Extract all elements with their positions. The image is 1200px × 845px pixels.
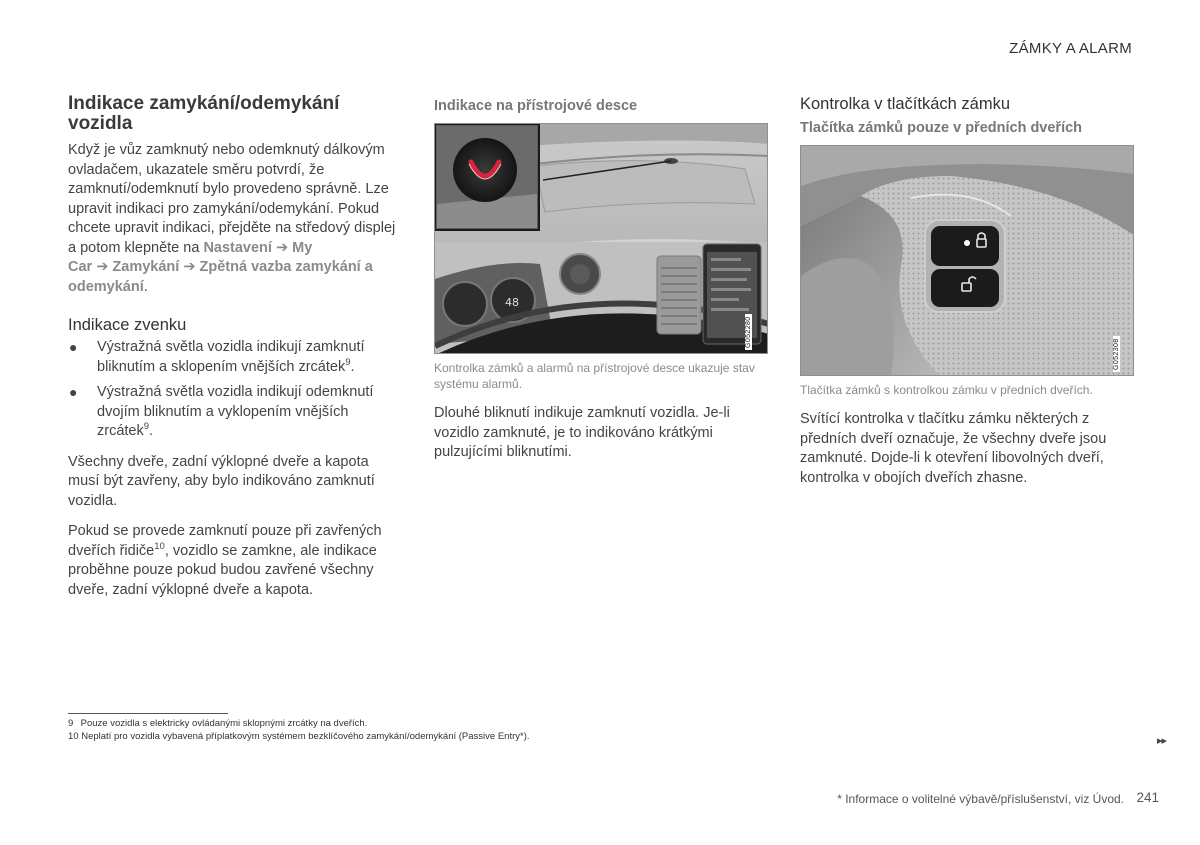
footnote-item xyxy=(68,730,530,743)
arrow-right-icon: ➔ xyxy=(96,259,109,275)
footnotes xyxy=(68,717,530,743)
bullet-icon: ● xyxy=(69,384,78,400)
footnote-ref: 9 xyxy=(143,421,150,433)
bullet-text: Výstražná světla vozidla indikují zamknutí bliknutím a sklopením vnějších zrcátek xyxy=(97,339,365,375)
footer-note: * Informace o volitelné výbavě/příslušenství, viz Úvod. xyxy=(837,792,1124,806)
arrow-right-icon: ➔ xyxy=(183,259,196,275)
door-lock-figure xyxy=(800,145,1134,376)
figure-title-lock-buttons: Tlačítka zámků pouze v předních dveřích xyxy=(800,120,1083,136)
footnote-text: Pouze vozidla s elektricky ovládanými sklopnými zrcátky na dveřích. xyxy=(80,718,368,729)
footnote-text: Neplatí pro vozidla vybavená příplatkovým systémem bezklíčového zamykání/odemykání (Passive Entry*). xyxy=(81,731,530,742)
intro-paragraph xyxy=(68,141,404,297)
figure-caption-dashboard: Kontrolka zámků a alarmů na přístrojové desce ukazuje stav systému alarmů. xyxy=(434,361,755,391)
figure-caption-lock-buttons: Tlačítka zámků s kontrolkou zámku v předních dveřích. xyxy=(800,383,1093,397)
footnote-number: 10 xyxy=(68,731,79,742)
paragraph-driver-door xyxy=(68,522,404,600)
figure-title-dashboard: Indikace na přístrojové desce xyxy=(434,98,638,114)
subsection-title-exterior: Indikace zvenku xyxy=(68,316,187,334)
next-page-icon: ▸▸ xyxy=(1156,735,1166,747)
bullet-list xyxy=(68,338,404,442)
intro-text: Když je vůz zamknutý nebo odemknutý dálkovým ovladačem, ukazatele směru potvrdí, že zamknutí/odemknutí bylo provedeno správně. Lze upravit indikaci pro zamykání/odemykání. Pokud chcete upravit indikaci, přejděte na středový displej a potom klepněte na xyxy=(68,142,396,256)
paragraph-text: , vozidlo se zamkne, ale indikace proběhne pouze pokud budou zavřené všechny dveře, zadní výklopné dveře a kapota. xyxy=(68,542,377,598)
bullet-text: Výstražná světla vozidla indikují odemknutí dvojím bliknutím a vyklopením vnějších zrcátek xyxy=(97,384,374,439)
menu-path-mycar: My Car xyxy=(68,239,313,275)
bullet-icon: ● xyxy=(69,339,78,355)
column-right xyxy=(800,94,1134,488)
dashboard-figure xyxy=(434,123,768,354)
page-title: Indikace zamykání/odemykání vozidla xyxy=(68,93,340,134)
list-item xyxy=(68,383,404,442)
paragraph-text: Pokud se provede zamknutí pouze při zavřených dveřích řidiče xyxy=(68,523,382,559)
speed-readout: 48 xyxy=(505,296,519,309)
figure-code: G052280 xyxy=(745,316,752,348)
page-number: 241 xyxy=(1136,790,1159,805)
menu-path-feedback: Zpětná vazba zamykání a odemykání xyxy=(68,259,373,295)
menu-path-locking: Zamykání xyxy=(112,259,180,275)
list-item xyxy=(68,338,404,377)
footnote-ref: 10 xyxy=(154,540,165,552)
footnote-divider xyxy=(68,713,228,714)
section-title-lock-button: Kontrolka v tlačítkách zámku xyxy=(800,95,1011,113)
footnote-ref: 9 xyxy=(345,356,351,368)
dashboard-illustration xyxy=(435,124,768,354)
paragraph-blink: Dlouhé bliknutí indikuje zamknutí vozidla. Je-li vozidlo zamknuté, je to indikováno krátkými pulzujícími bliknutími. xyxy=(434,405,730,460)
menu-path-end: . xyxy=(143,278,148,295)
footnote-item xyxy=(68,717,530,730)
bullet-end: . xyxy=(350,358,355,375)
figure-code: G052308 xyxy=(1113,338,1120,370)
menu-path-settings: Nastavení xyxy=(203,239,272,256)
section-header: ZÁMKY A ALARM xyxy=(1009,40,1132,57)
bullet-end: . xyxy=(149,423,154,439)
column-middle xyxy=(434,94,770,463)
paragraph-lock-indicator: Svítící kontrolka v tlačítku zámku některých z předních dveří označuje, že všechny dveře jsou zamknuté. Dojde-li k otevření libovolných dveří, kontrolka v obojích dveřích zhasne. xyxy=(800,411,1107,486)
footnote-number: 9 xyxy=(68,718,74,729)
arrow-right-icon: ➔ xyxy=(275,239,289,256)
column-left xyxy=(68,94,404,600)
door-lock-illustration xyxy=(801,146,1134,376)
paragraph-doors-closed: Všechny dveře, zadní výklopné dveře a kapota musí být zavřeny, aby bylo indikováno zamknutí vozidla. xyxy=(68,453,375,509)
